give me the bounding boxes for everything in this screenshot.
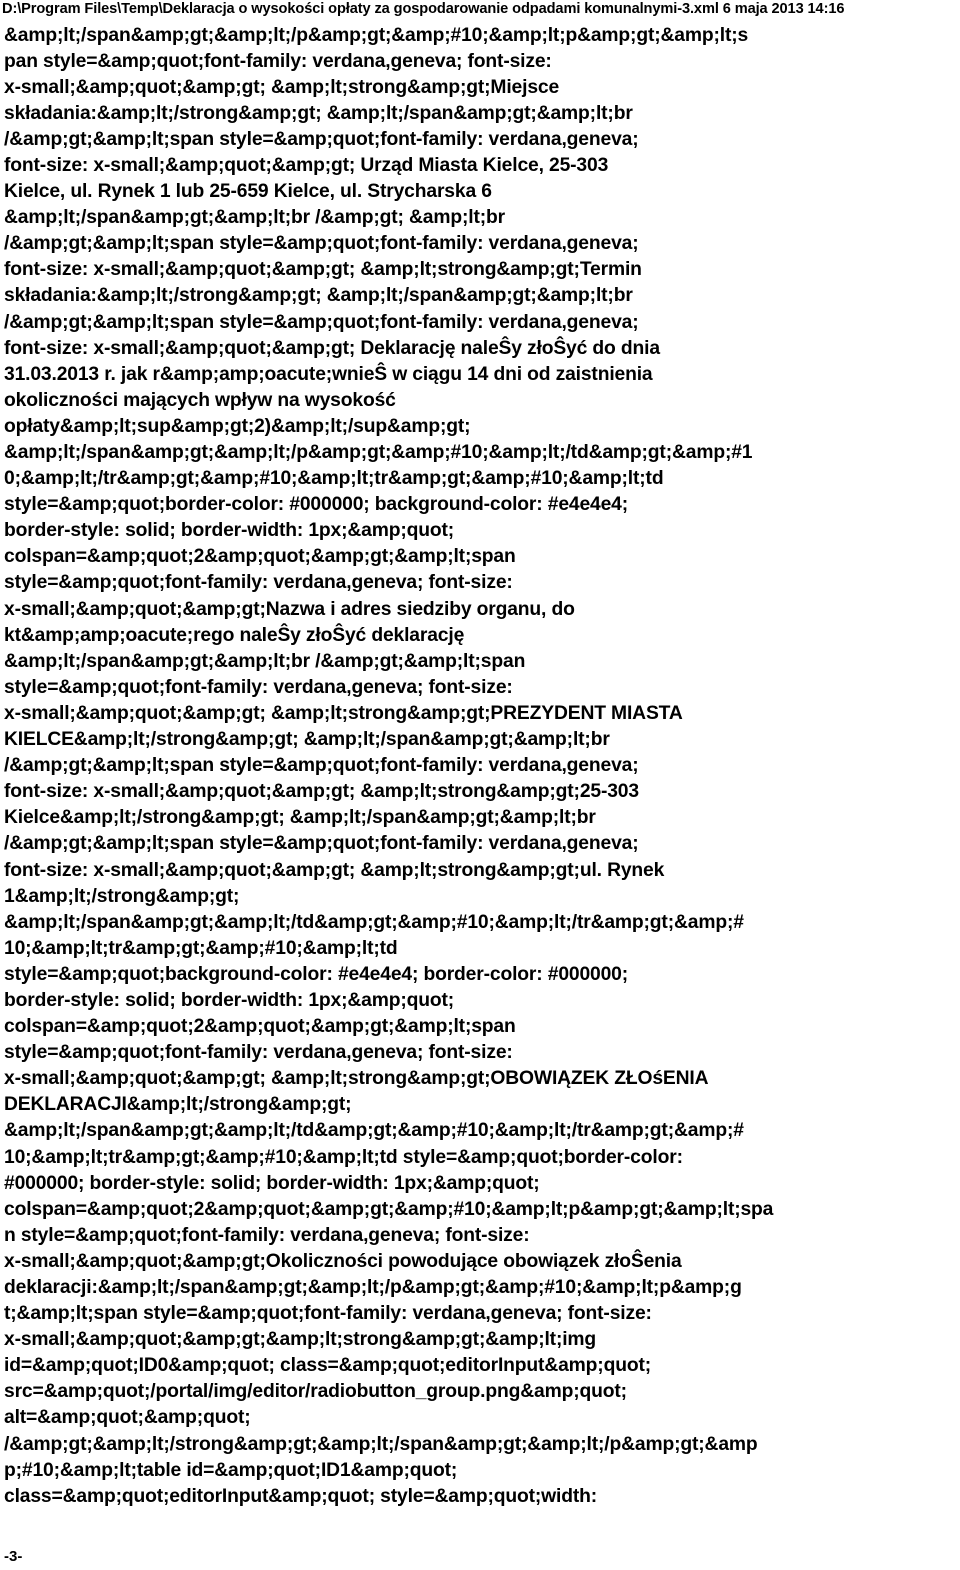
text-line: x-small;&amp;quot;&amp;gt; &amp;lt;strong&amp;gt;PREZYDENT MIASTA [4,702,683,724]
text-line: opłaty&amp;lt;sup&amp;gt;2)&amp;lt;/sup&amp;gt; [4,415,471,437]
text-line: x-small;&amp;quot;&amp;gt;Okoliczności powodujące obowiązek złoŜenia [4,1250,682,1272]
text-line: kt&amp;amp;oacute;rego naleŜy złoŜyć deklarację [4,624,465,646]
text-line: 1&amp;lt;/strong&amp;gt; [4,885,240,907]
text-line: okoliczności mających wpływ na wysokość [4,389,396,411]
text-line: składania:&amp;lt;/strong&amp;gt; &amp;lt;/span&amp;gt;&amp;lt;br [4,102,633,124]
text-line: border-style: solid; border-width: 1px;&amp;quot; [4,520,455,542]
text-line: font-size: x-small;&amp;quot;&amp;gt; &amp;lt;strong&amp;gt;ul. Rynek [4,859,665,881]
text-line: składania:&amp;lt;/strong&amp;gt; &amp;lt;/span&amp;gt;&amp;lt;br [4,285,633,307]
text-line: /&amp;gt;&amp;lt;/strong&amp;gt;&amp;lt;/span&amp;gt;&amp;lt;/p&amp;gt;&amp [4,1433,758,1455]
text-line: /&amp;gt;&amp;lt;span style=&amp;quot;font-family: verdana,geneva; [4,233,639,255]
text-line: x-small;&amp;quot;&amp;gt;&amp;lt;strong&amp;gt;&amp;lt;img [4,1329,597,1351]
text-line: x-small;&amp;quot;&amp;gt; &amp;lt;strong&amp;gt;OBOWIĄZEK ZŁOśENIA [4,1068,709,1090]
text-line: style=&amp;quot;font-family: verdana,geneva; font-size: [4,572,513,594]
text-line: colspan=&amp;quot;2&amp;quot;&amp;gt;&amp;lt;span [4,546,516,568]
text-line: n style=&amp;quot;font-family: verdana,geneva; font-size: [4,1224,530,1246]
text-line: &amp;lt;/span&amp;gt;&amp;lt;/p&amp;gt;&amp;#10;&amp;lt;/td&amp;gt;&amp;#1 [4,442,753,463]
text-line: 10;&amp;lt;tr&amp;gt;&amp;#10;&amp;lt;td style=&amp;quot;border-color: [4,1146,683,1168]
text-line: /&amp;gt;&amp;lt;span style=&amp;quot;font-family: verdana,geneva; [4,128,639,150]
text-line: class=&amp;quot;editorInput&amp;quot; style=&amp;quot;width: [4,1485,597,1507]
text-line: x-small;&amp;quot;&amp;gt;Nazwa i adres siedziby organu, do [4,598,575,620]
text-line: font-size: x-small;&amp;quot;&amp;gt; &amp;lt;strong&amp;gt;Termin [4,259,642,281]
text-line: style=&amp;quot;font-family: verdana,geneva; font-size: [4,676,513,698]
text-line: /&amp;gt;&amp;lt;span style=&amp;quot;font-family: verdana,geneva; [4,833,639,855]
text-line: DEKLARACJI&amp;lt;/strong&amp;gt; [4,1094,352,1116]
text-line: style=&amp;quot;background-color: #e4e4e4; border-color: #000000; [4,963,629,985]
document-header-path: D:\Program Files\Temp\Deklaracja o wysokości opłaty za gospodarowanie odpadami komunalnymi-3.xml 6 maja 2013 14:16 [2,1,845,17]
text-line: style=&amp;quot;border-color: #000000; background-color: #e4e4e4; [4,494,629,516]
text-line: x-small;&amp;quot;&amp;gt; &amp;lt;strong&amp;gt;Miejsce [4,76,560,98]
text-line: alt=&amp;quot;&amp;quot; [4,1407,251,1429]
text-line: #000000; border-style: solid; border-width: 1px;&amp;quot; [4,1172,540,1194]
text-line: src=&amp;quot;/portal/img/editor/radiobutton_group.png&amp;quot; [4,1381,627,1403]
text-line: p;#10;&amp;lt;table id=&amp;quot;ID1&amp;quot; [4,1459,458,1481]
text-line: &amp;lt;/span&amp;gt;&amp;lt;/p&amp;gt;&amp;#10;&amp;lt;p&amp;gt;&amp;lt;s [4,24,749,46]
text-line: /&amp;gt;&amp;lt;span style=&amp;quot;font-family: verdana,geneva; [4,755,639,777]
text-line: font-size: x-small;&amp;quot;&amp;gt; &amp;lt;strong&amp;gt;25-303 [4,781,639,803]
text-line: id=&amp;quot;ID0&amp;quot; class=&amp;quot;editorInput&amp;quot; [4,1355,651,1377]
text-line: font-size: x-small;&amp;quot;&amp;gt; Urząd Miasta Kielce, 25-303 [4,154,609,176]
text-line: deklaracji:&amp;lt;/span&amp;gt;&amp;lt;/p&amp;gt;&amp;#10;&amp;lt;p&amp;g [4,1277,742,1298]
text-line: 31.03.2013 r. jak r&amp;amp;oacute;wnieŜ w ciągu 14 dni od zaistnienia [4,363,653,385]
text-line: &amp;lt;/span&amp;gt;&amp;lt;/td&amp;gt;&amp;#10;&amp;lt;/tr&amp;gt;&amp;# [4,1120,744,1142]
document-body-text [4,23,956,1510]
text-line: pan style=&amp;quot;font-family: verdana,geneva; font-size: [4,50,552,72]
text-line: t;&amp;lt;span style=&amp;quot;font-family: verdana,geneva; font-size: [4,1303,652,1325]
text-line: colspan=&amp;quot;2&amp;quot;&amp;gt;&amp;lt;span [4,1016,516,1038]
text-line: &amp;lt;/span&amp;gt;&amp;lt;br /&amp;gt; &amp;lt;br [4,207,505,229]
text-line: border-style: solid; border-width: 1px;&amp;quot; [4,989,455,1011]
text-line: style=&amp;quot;font-family: verdana,geneva; font-size: [4,1042,513,1064]
text-line: Kielce&amp;lt;/strong&amp;gt; &amp;lt;/span&amp;gt;&amp;lt;br [4,807,596,829]
text-line: Kielce, ul. Rynek 1 lub 25-659 Kielce, ul. Strycharska 6 [4,181,492,203]
page-number: -3- [4,1548,23,1565]
text-line: 0;&amp;lt;/tr&amp;gt;&amp;#10;&amp;lt;tr&amp;gt;&amp;#10;&amp;lt;td [4,468,664,490]
text-line: &amp;lt;/span&amp;gt;&amp;lt;/td&amp;gt;&amp;#10;&amp;lt;/tr&amp;gt;&amp;# [4,911,744,933]
text-line: font-size: x-small;&amp;quot;&amp;gt; Deklarację naleŜy złoŜyć do dnia [4,337,660,359]
text-line: KIELCE&amp;lt;/strong&amp;gt; &amp;lt;/span&amp;gt;&amp;lt;br [4,729,610,751]
text-line: &amp;lt;/span&amp;gt;&amp;lt;br /&amp;gt;&amp;lt;span [4,650,526,672]
text-line: /&amp;gt;&amp;lt;span style=&amp;quot;font-family: verdana,geneva; [4,311,639,333]
text-line: 10;&amp;lt;tr&amp;gt;&amp;#10;&amp;lt;td [4,937,398,959]
text-line: colspan=&amp;quot;2&amp;quot;&amp;gt;&amp;#10;&amp;lt;p&amp;gt;&amp;lt;spa [4,1198,774,1220]
